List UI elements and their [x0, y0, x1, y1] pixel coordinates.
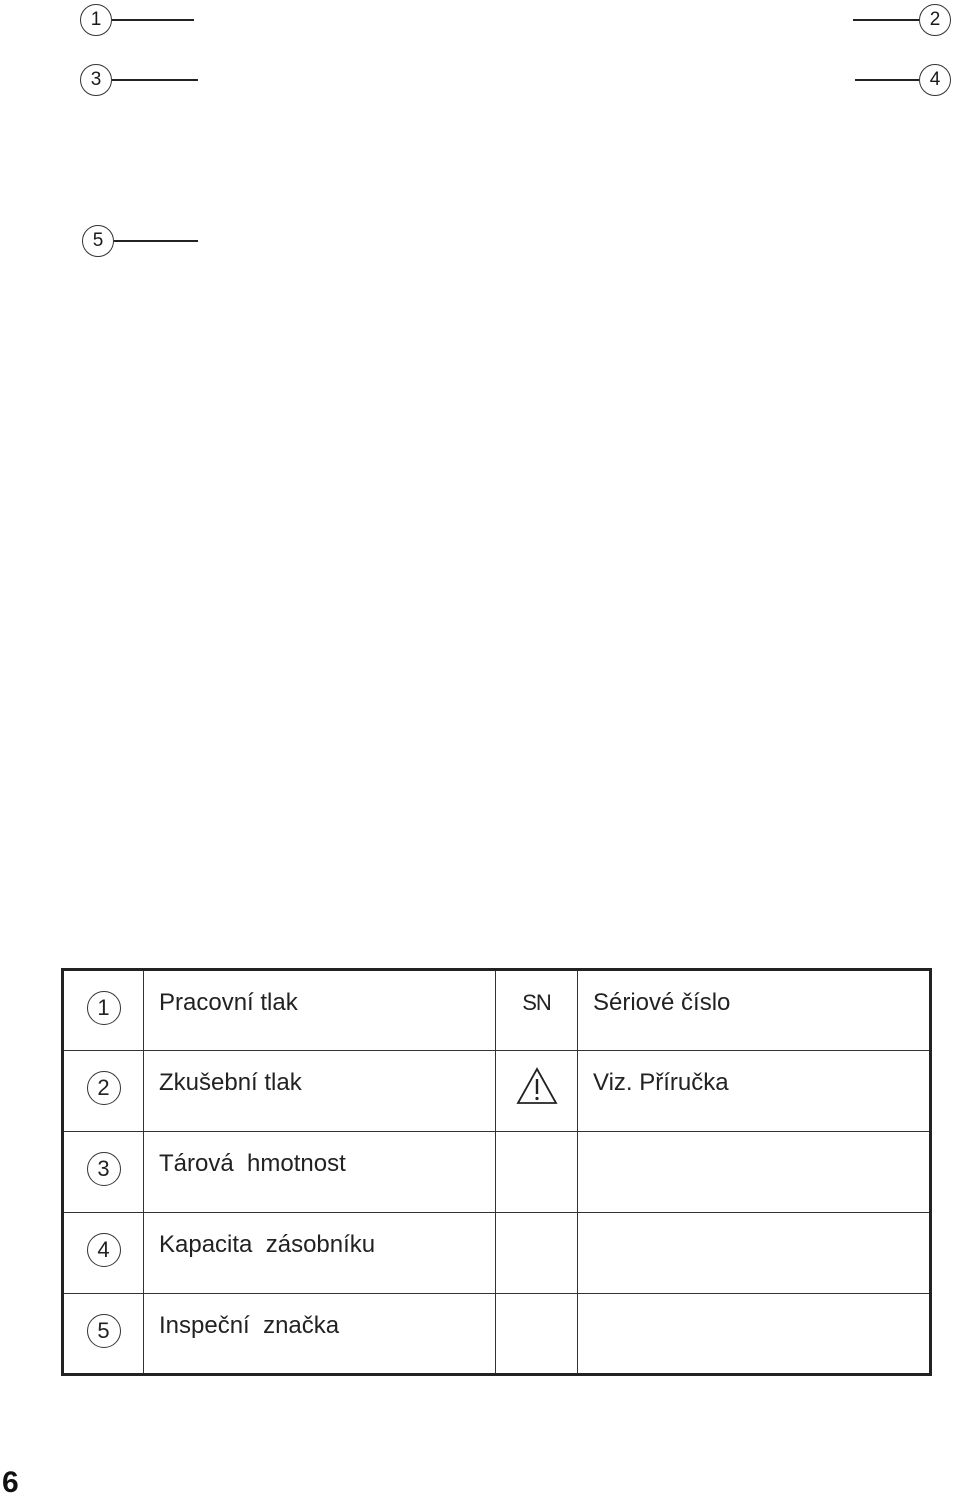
legend-number: 4 — [87, 1233, 121, 1267]
callout-number: 3 — [80, 64, 112, 96]
legend-symbol-cell — [496, 1294, 578, 1375]
legend-table — [61, 968, 932, 1376]
legend-row — [63, 1051, 931, 1132]
legend-label: Tárová hmotnost — [144, 1132, 496, 1213]
legend-number: 3 — [87, 1152, 121, 1186]
callout-leader-line — [114, 240, 198, 242]
legend-description: Viz. Příručka — [578, 1051, 931, 1132]
callout-leader-line — [853, 19, 919, 21]
legend-number-cell — [63, 1213, 144, 1294]
callout-2 — [853, 2, 951, 38]
legend-symbol-cell — [496, 1213, 578, 1294]
legend-label: Inspeční značka — [144, 1294, 496, 1375]
callout-4 — [855, 62, 951, 98]
callout-1 — [80, 2, 194, 38]
legend-row — [63, 1132, 931, 1213]
legend-symbol-cell — [496, 1132, 578, 1213]
warning-triangle-icon — [516, 1067, 558, 1105]
legend-symbol-cell — [496, 1051, 578, 1132]
legend-number: 5 — [87, 1314, 121, 1348]
callout-5 — [82, 223, 198, 259]
callout-number: 5 — [82, 225, 114, 257]
callout-leader-line — [855, 79, 919, 81]
callout-number: 1 — [80, 4, 112, 36]
legend-number: 1 — [87, 991, 121, 1025]
legend-label: Pracovní tlak — [144, 970, 496, 1051]
page-number: 6 — [2, 1466, 19, 1499]
legend-label: Zkušební tlak — [144, 1051, 496, 1132]
legend-label: Kapacita zásobníku — [144, 1213, 496, 1294]
legend-number-cell — [63, 970, 144, 1051]
callout-leader-line — [112, 19, 194, 21]
legend-description — [578, 1294, 931, 1375]
callout-leader-line — [112, 79, 198, 81]
legend-row — [63, 970, 931, 1051]
legend-row — [63, 1294, 931, 1375]
legend-number-cell — [63, 1051, 144, 1132]
callout-number: 4 — [919, 64, 951, 96]
legend-number-cell — [63, 1132, 144, 1213]
legend-number-cell — [63, 1294, 144, 1375]
legend-symbol-text: SN — [522, 990, 551, 1015]
legend-description: Sériové číslo — [578, 970, 931, 1051]
legend-row — [63, 1213, 931, 1294]
legend-number: 2 — [87, 1071, 121, 1105]
legend-symbol-cell — [496, 970, 578, 1051]
legend-description — [578, 1132, 931, 1213]
callout-number: 2 — [919, 4, 951, 36]
legend-description — [578, 1213, 931, 1294]
callout-3 — [80, 62, 198, 98]
